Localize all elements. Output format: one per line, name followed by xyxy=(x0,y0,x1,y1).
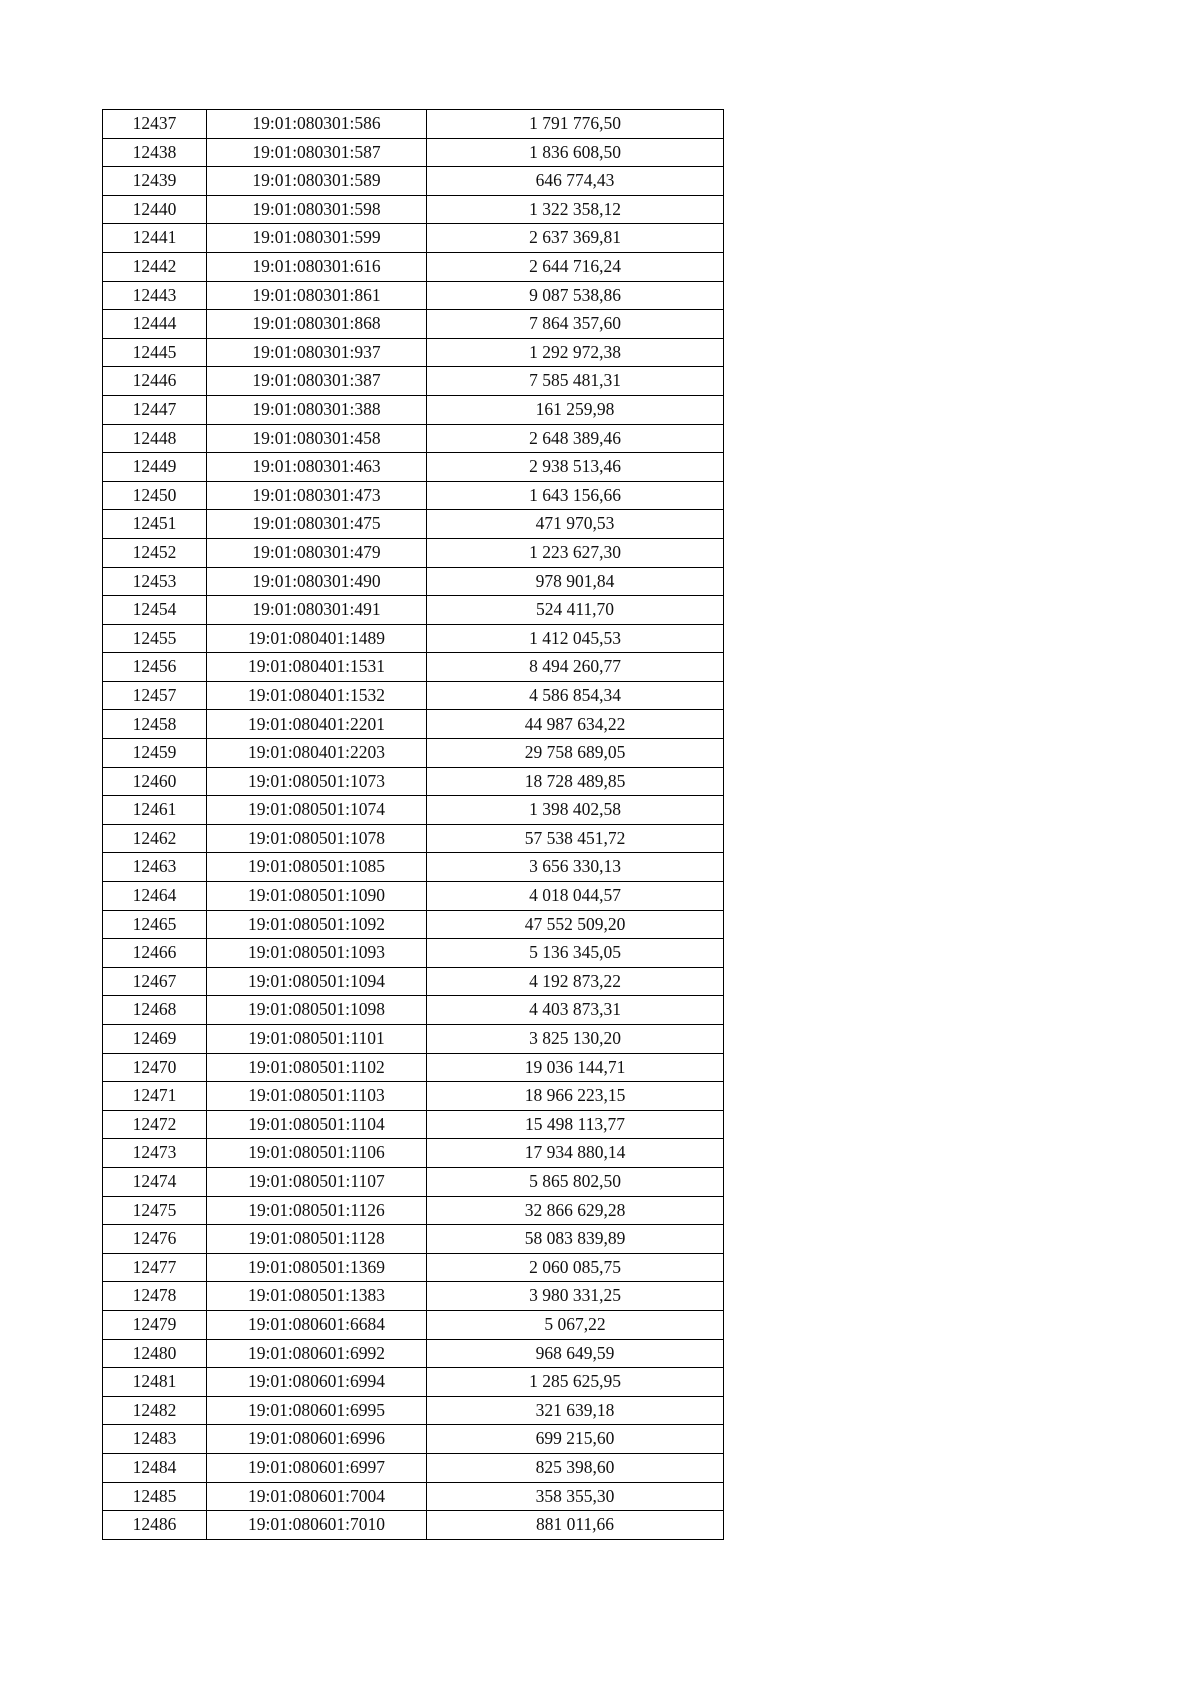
table-row xyxy=(103,453,724,482)
table-row xyxy=(103,395,724,424)
row-number-cell: 12469 xyxy=(103,1025,207,1054)
cadastral-value-cell: 699 215,60 xyxy=(427,1425,724,1454)
cadastral-number-cell: 19:01:080601:6684 xyxy=(207,1310,427,1339)
cadastral-number-cell: 19:01:080301:861 xyxy=(207,281,427,310)
cadastral-value-cell: 7 864 357,60 xyxy=(427,310,724,339)
cadastral-number-cell: 19:01:080501:1383 xyxy=(207,1282,427,1311)
cadastral-value-cell: 4 403 873,31 xyxy=(427,996,724,1025)
cadastral-number-cell: 19:01:080401:2203 xyxy=(207,739,427,768)
cadastral-number-cell: 19:01:080501:1101 xyxy=(207,1025,427,1054)
row-number-cell: 12443 xyxy=(103,281,207,310)
cadastral-number-cell: 19:01:080301:473 xyxy=(207,481,427,510)
cadastral-value-cell: 5 136 345,05 xyxy=(427,939,724,968)
row-number-cell: 12465 xyxy=(103,910,207,939)
cadastral-value-cell: 1 285 625,95 xyxy=(427,1368,724,1397)
cadastral-value-cell: 3 656 330,13 xyxy=(427,853,724,882)
table-row xyxy=(103,1511,724,1540)
cadastral-value-cell: 32 866 629,28 xyxy=(427,1196,724,1225)
row-number-cell: 12483 xyxy=(103,1425,207,1454)
cadastral-value-cell: 524 411,70 xyxy=(427,596,724,625)
row-number-cell: 12481 xyxy=(103,1368,207,1397)
table-row xyxy=(103,796,724,825)
cadastral-number-cell: 19:01:080301:490 xyxy=(207,567,427,596)
row-number-cell: 12442 xyxy=(103,252,207,281)
table-row xyxy=(103,195,724,224)
cadastral-number-cell: 19:01:080501:1092 xyxy=(207,910,427,939)
table-row xyxy=(103,910,724,939)
row-number-cell: 12486 xyxy=(103,1511,207,1540)
row-number-cell: 12485 xyxy=(103,1482,207,1511)
row-number-cell: 12471 xyxy=(103,1082,207,1111)
cadastral-number-cell: 19:01:080301:479 xyxy=(207,538,427,567)
table-row xyxy=(103,252,724,281)
cadastral-value-cell: 15 498 113,77 xyxy=(427,1110,724,1139)
cadastral-number-cell: 19:01:080501:1369 xyxy=(207,1253,427,1282)
row-number-cell: 12446 xyxy=(103,367,207,396)
row-number-cell: 12479 xyxy=(103,1310,207,1339)
cadastral-value-cell: 3 980 331,25 xyxy=(427,1282,724,1311)
table-row xyxy=(103,567,724,596)
cadastral-value-cell: 2 648 389,46 xyxy=(427,424,724,453)
cadastral-value-cell: 17 934 880,14 xyxy=(427,1139,724,1168)
cadastral-number-cell: 19:01:080301:868 xyxy=(207,310,427,339)
cadastral-value-cell: 321 639,18 xyxy=(427,1396,724,1425)
table-row xyxy=(103,167,724,196)
row-number-cell: 12466 xyxy=(103,939,207,968)
cadastral-number-cell: 19:01:080501:1094 xyxy=(207,967,427,996)
cadastral-number-cell: 19:01:080601:7004 xyxy=(207,1482,427,1511)
cadastral-value-cell: 1 836 608,50 xyxy=(427,138,724,167)
table-row xyxy=(103,510,724,539)
cadastral-number-cell: 19:01:080501:1126 xyxy=(207,1196,427,1225)
table-row xyxy=(103,1025,724,1054)
cadastral-value-cell: 1 643 156,66 xyxy=(427,481,724,510)
cadastral-value-cell: 44 987 634,22 xyxy=(427,710,724,739)
cadastral-value-cell: 646 774,43 xyxy=(427,167,724,196)
row-number-cell: 12461 xyxy=(103,796,207,825)
row-number-cell: 12482 xyxy=(103,1396,207,1425)
table-body xyxy=(103,110,724,1540)
cadastral-number-cell: 19:01:080601:6995 xyxy=(207,1396,427,1425)
table-row xyxy=(103,1310,724,1339)
cadastral-value-cell: 4 586 854,34 xyxy=(427,681,724,710)
cadastral-value-cell: 1 398 402,58 xyxy=(427,796,724,825)
cadastral-value-cell: 5 067,22 xyxy=(427,1310,724,1339)
row-number-cell: 12455 xyxy=(103,624,207,653)
cadastral-value-cell: 58 083 839,89 xyxy=(427,1225,724,1254)
table-row xyxy=(103,1482,724,1511)
table-row xyxy=(103,1167,724,1196)
row-number-cell: 12439 xyxy=(103,167,207,196)
row-number-cell: 12438 xyxy=(103,138,207,167)
table-row xyxy=(103,367,724,396)
cadastral-number-cell: 19:01:080301:598 xyxy=(207,195,427,224)
cadastral-value-cell: 18 966 223,15 xyxy=(427,1082,724,1111)
row-number-cell: 12444 xyxy=(103,310,207,339)
row-number-cell: 12454 xyxy=(103,596,207,625)
cadastral-value-cell: 4 018 044,57 xyxy=(427,882,724,911)
cadastral-value-cell: 2 060 085,75 xyxy=(427,1253,724,1282)
table-row xyxy=(103,939,724,968)
cadastral-value-cell: 57 538 451,72 xyxy=(427,824,724,853)
table-row xyxy=(103,624,724,653)
row-number-cell: 12441 xyxy=(103,224,207,253)
row-number-cell: 12457 xyxy=(103,681,207,710)
cadastral-number-cell: 19:01:080601:6994 xyxy=(207,1368,427,1397)
row-number-cell: 12460 xyxy=(103,767,207,796)
row-number-cell: 12464 xyxy=(103,882,207,911)
cadastral-value-cell: 29 758 689,05 xyxy=(427,739,724,768)
row-number-cell: 12462 xyxy=(103,824,207,853)
cadastral-number-cell: 19:01:080501:1098 xyxy=(207,996,427,1025)
cadastral-number-cell: 19:01:080501:1104 xyxy=(207,1110,427,1139)
table-row xyxy=(103,1196,724,1225)
table-row xyxy=(103,967,724,996)
table-row xyxy=(103,882,724,911)
cadastral-value-table xyxy=(102,109,724,1540)
row-number-cell: 12451 xyxy=(103,510,207,539)
row-number-cell: 12453 xyxy=(103,567,207,596)
table-row xyxy=(103,596,724,625)
cadastral-number-cell: 19:01:080501:1107 xyxy=(207,1167,427,1196)
cadastral-number-cell: 19:01:080501:1073 xyxy=(207,767,427,796)
cadastral-number-cell: 19:01:080301:388 xyxy=(207,395,427,424)
cadastral-number-cell: 19:01:080501:1106 xyxy=(207,1139,427,1168)
cadastral-number-cell: 19:01:080501:1128 xyxy=(207,1225,427,1254)
table-row xyxy=(103,824,724,853)
cadastral-value-cell: 161 259,98 xyxy=(427,395,724,424)
row-number-cell: 12458 xyxy=(103,710,207,739)
table-row xyxy=(103,739,724,768)
cadastral-number-cell: 19:01:080301:589 xyxy=(207,167,427,196)
cadastral-value-cell: 1 292 972,38 xyxy=(427,338,724,367)
cadastral-number-cell: 19:01:080601:7010 xyxy=(207,1511,427,1540)
table-row xyxy=(103,767,724,796)
row-number-cell: 12463 xyxy=(103,853,207,882)
table-row xyxy=(103,281,724,310)
row-number-cell: 12452 xyxy=(103,538,207,567)
table-row xyxy=(103,1396,724,1425)
cadastral-value-cell: 7 585 481,31 xyxy=(427,367,724,396)
row-number-cell: 12480 xyxy=(103,1339,207,1368)
cadastral-value-cell: 47 552 509,20 xyxy=(427,910,724,939)
table-row xyxy=(103,1339,724,1368)
cadastral-number-cell: 19:01:080601:6996 xyxy=(207,1425,427,1454)
cadastral-value-cell: 2 637 369,81 xyxy=(427,224,724,253)
cadastral-value-cell: 19 036 144,71 xyxy=(427,1053,724,1082)
table-row xyxy=(103,1282,724,1311)
cadastral-number-cell: 19:01:080601:6992 xyxy=(207,1339,427,1368)
cadastral-number-cell: 19:01:080301:587 xyxy=(207,138,427,167)
cadastral-number-cell: 19:01:080301:387 xyxy=(207,367,427,396)
table-row xyxy=(103,1368,724,1397)
cadastral-number-cell: 19:01:080301:586 xyxy=(207,110,427,139)
table-row xyxy=(103,1225,724,1254)
table-row xyxy=(103,681,724,710)
cadastral-number-cell: 19:01:080501:1102 xyxy=(207,1053,427,1082)
cadastral-value-cell: 8 494 260,77 xyxy=(427,653,724,682)
row-number-cell: 12450 xyxy=(103,481,207,510)
row-number-cell: 12475 xyxy=(103,1196,207,1225)
cadastral-number-cell: 19:01:080601:6997 xyxy=(207,1453,427,1482)
table-row xyxy=(103,1082,724,1111)
cadastral-number-cell: 19:01:080301:458 xyxy=(207,424,427,453)
cadastral-number-cell: 19:01:080301:616 xyxy=(207,252,427,281)
row-number-cell: 12478 xyxy=(103,1282,207,1311)
table-row xyxy=(103,1453,724,1482)
cadastral-number-cell: 19:01:080501:1078 xyxy=(207,824,427,853)
table-row xyxy=(103,653,724,682)
cadastral-number-cell: 19:01:080301:475 xyxy=(207,510,427,539)
table-row xyxy=(103,853,724,882)
cadastral-value-cell: 471 970,53 xyxy=(427,510,724,539)
cadastral-value-cell: 5 865 802,50 xyxy=(427,1167,724,1196)
table-row xyxy=(103,996,724,1025)
cadastral-number-cell: 19:01:080301:937 xyxy=(207,338,427,367)
cadastral-number-cell: 19:01:080301:599 xyxy=(207,224,427,253)
cadastral-number-cell: 19:01:080501:1090 xyxy=(207,882,427,911)
cadastral-number-cell: 19:01:080401:1531 xyxy=(207,653,427,682)
cadastral-number-cell: 19:01:080501:1093 xyxy=(207,939,427,968)
row-number-cell: 12449 xyxy=(103,453,207,482)
cadastral-value-cell: 978 901,84 xyxy=(427,567,724,596)
cadastral-value-cell: 2 644 716,24 xyxy=(427,252,724,281)
cadastral-number-cell: 19:01:080501:1085 xyxy=(207,853,427,882)
cadastral-value-cell: 825 398,60 xyxy=(427,1453,724,1482)
row-number-cell: 12484 xyxy=(103,1453,207,1482)
cadastral-value-cell: 1 412 045,53 xyxy=(427,624,724,653)
cadastral-number-cell: 19:01:080401:1489 xyxy=(207,624,427,653)
cadastral-number-cell: 19:01:080301:491 xyxy=(207,596,427,625)
cadastral-number-cell: 19:01:080301:463 xyxy=(207,453,427,482)
cadastral-value-cell: 4 192 873,22 xyxy=(427,967,724,996)
table-row xyxy=(103,710,724,739)
table-row xyxy=(103,538,724,567)
row-number-cell: 12470 xyxy=(103,1053,207,1082)
table-row xyxy=(103,224,724,253)
cadastral-value-cell: 2 938 513,46 xyxy=(427,453,724,482)
row-number-cell: 12472 xyxy=(103,1110,207,1139)
cadastral-number-cell: 19:01:080401:2201 xyxy=(207,710,427,739)
table-row xyxy=(103,138,724,167)
row-number-cell: 12474 xyxy=(103,1167,207,1196)
row-number-cell: 12437 xyxy=(103,110,207,139)
row-number-cell: 12476 xyxy=(103,1225,207,1254)
table-row xyxy=(103,310,724,339)
row-number-cell: 12473 xyxy=(103,1139,207,1168)
table-row xyxy=(103,1139,724,1168)
cadastral-number-cell: 19:01:080501:1103 xyxy=(207,1082,427,1111)
table-row xyxy=(103,1110,724,1139)
row-number-cell: 12447 xyxy=(103,395,207,424)
cadastral-value-cell: 1 223 627,30 xyxy=(427,538,724,567)
row-number-cell: 12445 xyxy=(103,338,207,367)
row-number-cell: 12448 xyxy=(103,424,207,453)
cadastral-value-cell: 18 728 489,85 xyxy=(427,767,724,796)
cadastral-number-cell: 19:01:080401:1532 xyxy=(207,681,427,710)
table-row xyxy=(103,110,724,139)
row-number-cell: 12456 xyxy=(103,653,207,682)
row-number-cell: 12440 xyxy=(103,195,207,224)
cadastral-value-cell: 1 322 358,12 xyxy=(427,195,724,224)
table-row xyxy=(103,481,724,510)
cadastral-value-cell: 358 355,30 xyxy=(427,1482,724,1511)
cadastral-value-cell: 3 825 130,20 xyxy=(427,1025,724,1054)
table-row xyxy=(103,1253,724,1282)
table-row xyxy=(103,1053,724,1082)
cadastral-value-cell: 968 649,59 xyxy=(427,1339,724,1368)
table-row xyxy=(103,424,724,453)
table-row xyxy=(103,1425,724,1454)
cadastral-value-cell: 881 011,66 xyxy=(427,1511,724,1540)
row-number-cell: 12467 xyxy=(103,967,207,996)
row-number-cell: 12459 xyxy=(103,739,207,768)
row-number-cell: 12477 xyxy=(103,1253,207,1282)
cadastral-number-cell: 19:01:080501:1074 xyxy=(207,796,427,825)
cadastral-value-cell: 1 791 776,50 xyxy=(427,110,724,139)
row-number-cell: 12468 xyxy=(103,996,207,1025)
cadastral-value-cell: 9 087 538,86 xyxy=(427,281,724,310)
table-row xyxy=(103,338,724,367)
